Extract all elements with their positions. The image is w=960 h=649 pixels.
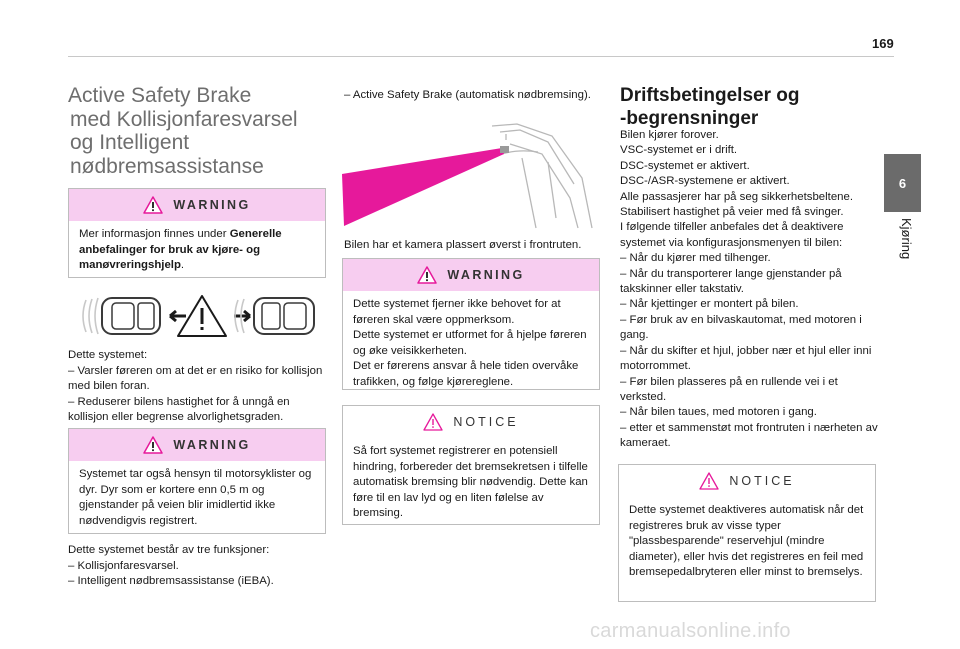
system-description [68, 348, 328, 426]
arrow-left-icon [170, 311, 186, 321]
conditions-title-line: -begrensninger [620, 108, 759, 129]
conditions-title [620, 84, 876, 130]
camera-icon [500, 146, 509, 153]
notice-text: Så fort systemet registrerer en potensiell hindring, forbereder det bremsekretsen i tilfelle automatisk bremsing blir nødvendig. Dette kan føre til en lav lyd og en liten følelse av bremsing. [353, 445, 588, 520]
list-item: – Når bilen taues, med motoren i gang. [620, 406, 817, 419]
collision-illustration [78, 292, 318, 340]
arrow-right-icon [234, 311, 250, 321]
watermark: carmanualsonline.info [590, 620, 791, 642]
condition-line: Bilen kjører forover. [620, 129, 719, 141]
paragraph-line: Dette systemet består av tre funksjoner: [68, 544, 270, 556]
camera-beam [342, 148, 504, 226]
section-title-line: med Kollisjonfaresvarsel [70, 107, 298, 131]
warning-heading: WARNING [173, 198, 251, 212]
notice-triangle-icon [699, 472, 719, 490]
warning-heading: WARNING [447, 268, 525, 282]
section-title [68, 84, 326, 178]
chapter-title: Kjøring [899, 218, 914, 260]
warning-text [69, 221, 325, 282]
notice-header [343, 406, 599, 438]
warning-triangle-icon [143, 436, 163, 454]
camera-caption: Bilen har et kamera plassert øverst i frontruten. [344, 239, 582, 251]
notice-text: Dette systemet deaktiveres automatisk når det registreres bruk av visse typer "plassbesparende" reservehjul (mindre diameter), eller hvis det registreres en feil med bremsepedalbryteren eller minst to bremselys. [629, 504, 864, 579]
list-item: – Når du transporterer lange gjenstander på takskinner eller takstativ. [620, 267, 842, 296]
warning-text [343, 291, 599, 399]
warning-box-attention [342, 258, 600, 390]
notice-header [619, 465, 875, 497]
warning-line: Dette systemet er utformet for å hjelpe føreren og øke veisikkerheten. [353, 329, 587, 357]
notice-box-braking [342, 405, 600, 525]
list-item: – Kollisjonfaresvarsel. [68, 559, 179, 572]
condition-line: Stabilisert hastighet på veier med få svinger. [620, 206, 844, 219]
windshield-camera-illustration [342, 118, 600, 232]
warning-box-general [68, 188, 326, 278]
warning-header [343, 259, 599, 291]
warning-text-suffix: . [180, 259, 185, 272]
warning-line: Dette systemet fjerner ikke behovet for at føreren skal være oppmerksom. [353, 298, 561, 326]
warning-header [69, 189, 325, 221]
condition-line: DSC-systemet er aktivert. [620, 159, 750, 172]
warning-triangle-icon [417, 266, 437, 284]
notice-box-deactivation [618, 464, 876, 602]
vehicle-outline [492, 124, 592, 228]
chapter-label [884, 218, 921, 288]
list-item: – etter et sammenstøt mot frontruten i nærheten av kameraet. [620, 421, 878, 450]
condition-line: DSC-/ASR-systemene er aktivert. [620, 175, 790, 188]
warning-heading: WARNING [173, 438, 251, 452]
section-title-line: Active Safety Brake [68, 84, 252, 107]
notice-triangle-icon [423, 413, 443, 431]
conditions-list [620, 128, 878, 452]
warning-box-detection [68, 428, 326, 534]
list-item: – Varsler føreren om at det er en risiko for kollisjon med bilen foran. [68, 364, 323, 393]
list-item: – Når kjettinger er montert på bilen. [620, 298, 799, 311]
section-title-line: nødbremsassistanse [70, 154, 264, 178]
functions-list [68, 543, 328, 590]
list-item: – Når du skifter et hjul, jobber nær et hjul eller inni motorrommet. [620, 344, 872, 373]
list-item: – Intelligent nødbremsassistanse (iEBA). [68, 575, 274, 588]
notice-heading: NOTICE [453, 415, 519, 429]
chapter-number: 6 [898, 175, 907, 191]
notice-heading: NOTICE [729, 474, 795, 488]
condition-line: VSC-systemet er i drift. [620, 144, 738, 157]
list-item: – Før bilen plasseres på en rullende vei i et verksted. [620, 375, 838, 403]
condition-line: I følgende tilfeller anbefales det å deaktivere systemet via konfigurasjonsmenyen til bilen: [620, 221, 844, 249]
page-number: 169 [872, 36, 894, 51]
function-aeb: – Active Safety Brake (automatisk nødbremsing). [344, 89, 591, 101]
chapter-tab[interactable] [884, 154, 921, 212]
list-item: – Når du kjører med tilhenger. [620, 252, 771, 265]
conditions-title-line: Driftsbetingelser og [620, 85, 800, 106]
ghost-car-lines [83, 298, 98, 334]
warning-triangle-icon [143, 196, 163, 214]
front-car-icon [254, 298, 314, 334]
warning-link-ref: Generelle anbefalinger for bruk av kjøre- og manøvreringshjelp [79, 228, 282, 272]
paragraph-line: Dette systemet: [68, 349, 148, 361]
list-item: – Før bruk av en bilvaskautomat, med motoren i gang. [620, 313, 862, 342]
condition-line: Alle passasjerer har på seg sikkerhetsbeltene. [620, 190, 854, 203]
warning-text-prefix: Mer informasjon finnes under [79, 228, 230, 240]
warning-line: Det er førerens ansvar å hele tiden overvåke trafikken, og følge kjørereglene. [353, 360, 579, 388]
rear-car-icon [102, 298, 160, 334]
warning-header [69, 429, 325, 461]
section-title-line: og Intelligent [70, 131, 190, 154]
warning-text: Systemet tar også hensyn til motorsyklister og dyr. Dyr som er kortere enn 0,5 m og gjenstander på veien blir imidlertid ikke nødvendigvis registrert. [79, 468, 312, 527]
header-rule [68, 56, 894, 57]
list-item: – Reduserer bilens hastighet for å unngå en kollisjon eller begrense alvorlighetsgraden. [68, 395, 290, 424]
